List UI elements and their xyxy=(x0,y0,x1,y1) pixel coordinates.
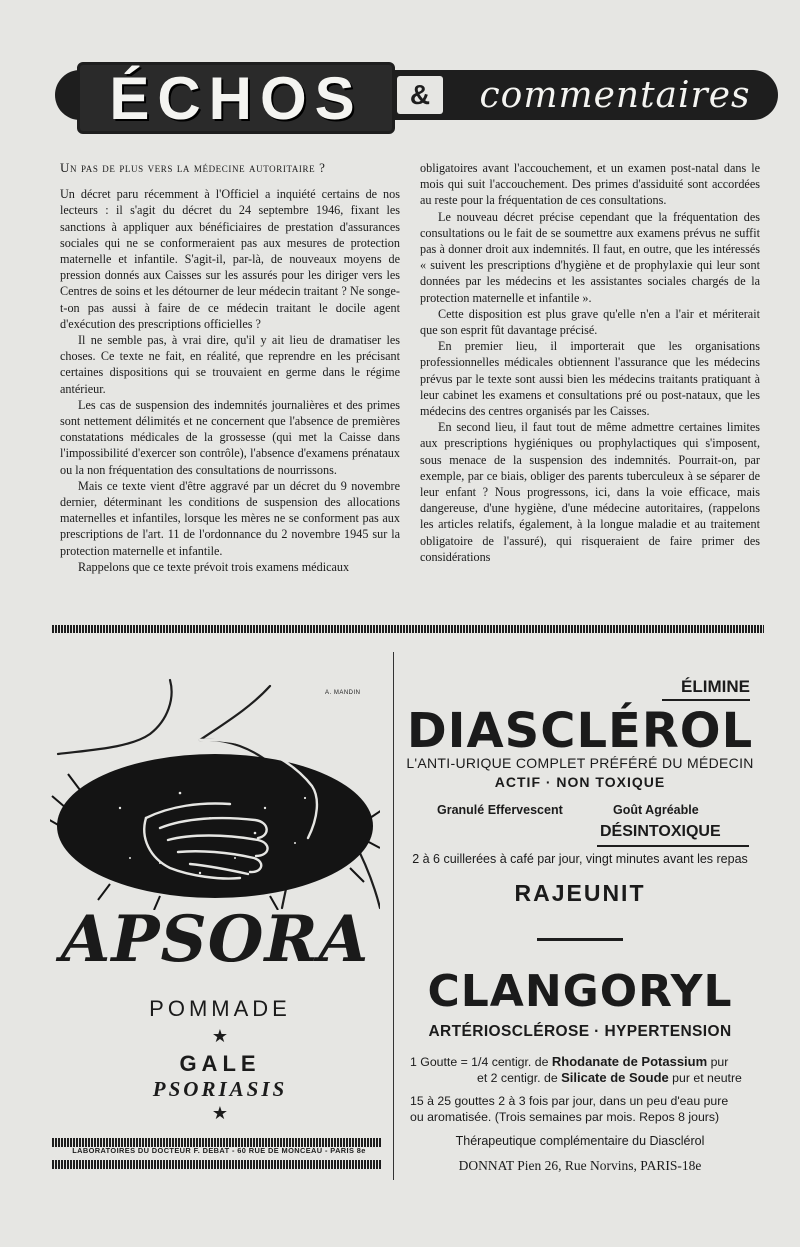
article-paragraph: Mais ce texte vient d'être aggravé par un décret du 9 novembre dernier, déterminant les conditions de suspension des allocations maternelles et infantiles, lorsque les mères ne se conforment pas aux prescriptions de l'art. 11 de l'ordonnance du 2 novembre 1945 sur la protection maternelle et infantile. xyxy=(60,478,400,558)
article-paragraph: obligatoires avant l'accouchement, et un examen post-natal dans le mois qui suit l'accouchement. Des primes d'assiduité sont accordées au reste pour la fréquentation de ces consultations. xyxy=(420,161,760,208)
ads-separator xyxy=(537,938,623,941)
diasclerol-form: Granulé Effervescent xyxy=(437,803,563,817)
composition-text: 1 Goutte = 1/4 centigr. de xyxy=(410,1055,552,1069)
banner-echos-title: ÉCHOS xyxy=(77,62,395,134)
apsora-laboratory: LABORATOIRES DU DOCTEUR F. DEBAT - 60 RUE DE MONCEAU - PARIS 8e xyxy=(72,1146,366,1155)
article-paragraph: En premier lieu, il importerait que les organisations professionnelles médicales obtiennent l'assurance que les médecins prévus par le texte sont aussi bien les médecins traitants pratiquant à leur cabinet les examens et consultations pré ou post-nataux, que les médecins des centres organisés par les Caisses. xyxy=(420,339,760,419)
diasclerol-taste: Goût Agréable xyxy=(613,803,699,817)
clangoryl-complement: Thérapeutique complémentaire du Diasclérol xyxy=(455,1134,705,1148)
banner-ampersand: & xyxy=(397,76,443,114)
star-icon: ★ xyxy=(211,1103,229,1123)
diasclerol-desintoxique: DÉSINTOXIQUE xyxy=(600,823,721,840)
article-column-left xyxy=(60,160,400,575)
apsora-indication-psoriasis: PSORIASIS xyxy=(152,1077,288,1101)
article-title: Un pas de plus vers la médecine autoritaire ? xyxy=(60,160,326,175)
article-paragraph: Cette disposition est plus grave qu'elle n'en a l'air et mériterait que son esprit fût davantage précisé. xyxy=(420,306,760,338)
article-paragraph: Un décret paru récemment à l'Officiel a inquiété certains de nos lecteurs : il s'agit du décret du 24 septembre 1946, fixant les sanctions à appliquer aux bénéficiaires de prestation d'assurances sociales qui ne se conformeraient pas aux mesures de protection maternelle et infantile. S'agit-il, par-là, de nouveaux moyens de pression donnés aux Caisses sur les assurés pour les diriger vers les Centres de soins et les détourner de leur médecin traitant ? Ne songe-t-on pas aussi à faire de ce médecin traitant le docile agent d'exécution des prescriptions officielles ? xyxy=(60,187,400,331)
article-column-right xyxy=(420,160,760,565)
diasclerol-subtitle: L'ANTI-URIQUE COMPLET PRÉFÉRÉ DU MÉDECIN xyxy=(406,755,754,771)
clangoryl-laboratory: DONNAT Pien 26, Rue Norvins, PARIS-18e xyxy=(458,1158,702,1173)
artist-signature: A. MANDIN xyxy=(325,690,361,696)
section-divider-rule xyxy=(52,625,764,633)
apsora-product-name: APSORA xyxy=(60,902,370,977)
diasclerol-elimine: ÉLIMINE xyxy=(681,677,750,696)
clangoryl-composition-2 xyxy=(477,1070,742,1085)
diasclerol-claims: ACTIF · NON TOXIQUE xyxy=(494,774,666,790)
banner-commentaires-title: commentaires xyxy=(479,74,751,116)
article-paragraph: En second lieu, il faut tout de même admettre certaines limites aux prescriptions hygiéniques ou prophylactiques qui s'imposent, sous menace de la suspension des indemnités. Pourrait-on, par exemple, par ce biais, obliger des parents tuberculeux à se séparer de leur enfant ? Nous progressons, ici, dans la voie efficace, mais dangereuse, d'une hygiène, d'une médecine autoritaires, (rappelons les articles relatifs, également, à la longue maladie et au traitement obligatoire de l'assuré), qui risqueraient de faire primer des considérations xyxy=(420,420,760,564)
star-icon: ★ xyxy=(211,1026,229,1046)
clangoryl-product-name: CLANGORYL xyxy=(427,966,733,1017)
clangoryl-composition-1 xyxy=(410,1054,728,1069)
composition-text: et 2 centigr. de xyxy=(477,1071,562,1085)
apsora-illustration xyxy=(50,668,380,910)
clangoryl-posology-2: ou aromatisée. (Trois semaines par mois. Repos 8 jours) xyxy=(410,1110,720,1124)
desintoxique-underline xyxy=(597,845,749,847)
composition-ingredient: Rhodanate de Potassium xyxy=(551,1054,708,1069)
composition-text: pur xyxy=(707,1055,729,1069)
apsora-indication-gale: GALE xyxy=(179,1051,261,1076)
article-paragraph: Le nouveau décret précise cependant que la fréquentation des consultations ou le fait de se soumettre aux examens prévus ne suffit pas à donner droit aux indemnités. Il faut, en outre, que les intéressés « suivent les prescriptions d'hygiène et de prophylaxie qui leur sont données par les médecins et les assistantes sociales chargés de la protection maternelle et infantile ». xyxy=(420,209,760,305)
article-paragraph: Les cas de suspension des indemnités journalières et des primes sont nettement délimités et ne concernent que l'absence de premières constatations médicales de la grossesse (qui met la Caisse dans l'impossibilité d'exercer son contrôle), l'absence d'examens prénataux ou la non fréquentation des consultations de nourrissons. xyxy=(60,397,400,477)
apsora-form: POMMADE xyxy=(149,996,291,1021)
diasclerol-dosage: 2 à 6 cuillerées à café par jour, vingt minutes avant les repas xyxy=(412,852,748,866)
apsora-rule-bottom xyxy=(52,1160,382,1169)
composition-text: pur et neutre xyxy=(668,1071,742,1085)
diasclerol-product-name: DIASCLÉROL xyxy=(406,703,754,759)
ads-vertical-divider xyxy=(393,652,394,1180)
clangoryl-indications: ARTÉRIOSCLÉROSE · HYPERTENSION xyxy=(428,1023,732,1040)
section-banner xyxy=(55,62,778,132)
diasclerol-rajeunit: RAJEUNIT xyxy=(514,880,646,906)
composition-ingredient: Silicate de Soude xyxy=(561,1070,669,1085)
article-paragraph: Rappelons que ce texte prévoit trois examens médicaux xyxy=(78,559,350,574)
elimine-underline xyxy=(662,699,750,701)
article-paragraph: Il ne semble pas, à vrai dire, qu'il y ait lieu de dramatiser les choses. Ce texte ne fait, en réalité, que reprendre en les précisant certaines dispositions qui se trouvaient en germe dans le régime antérieur. xyxy=(60,333,400,396)
clangoryl-posology-1: 15 à 25 gouttes 2 à 3 fois par jour, dans un peu d'eau pure xyxy=(410,1094,729,1108)
